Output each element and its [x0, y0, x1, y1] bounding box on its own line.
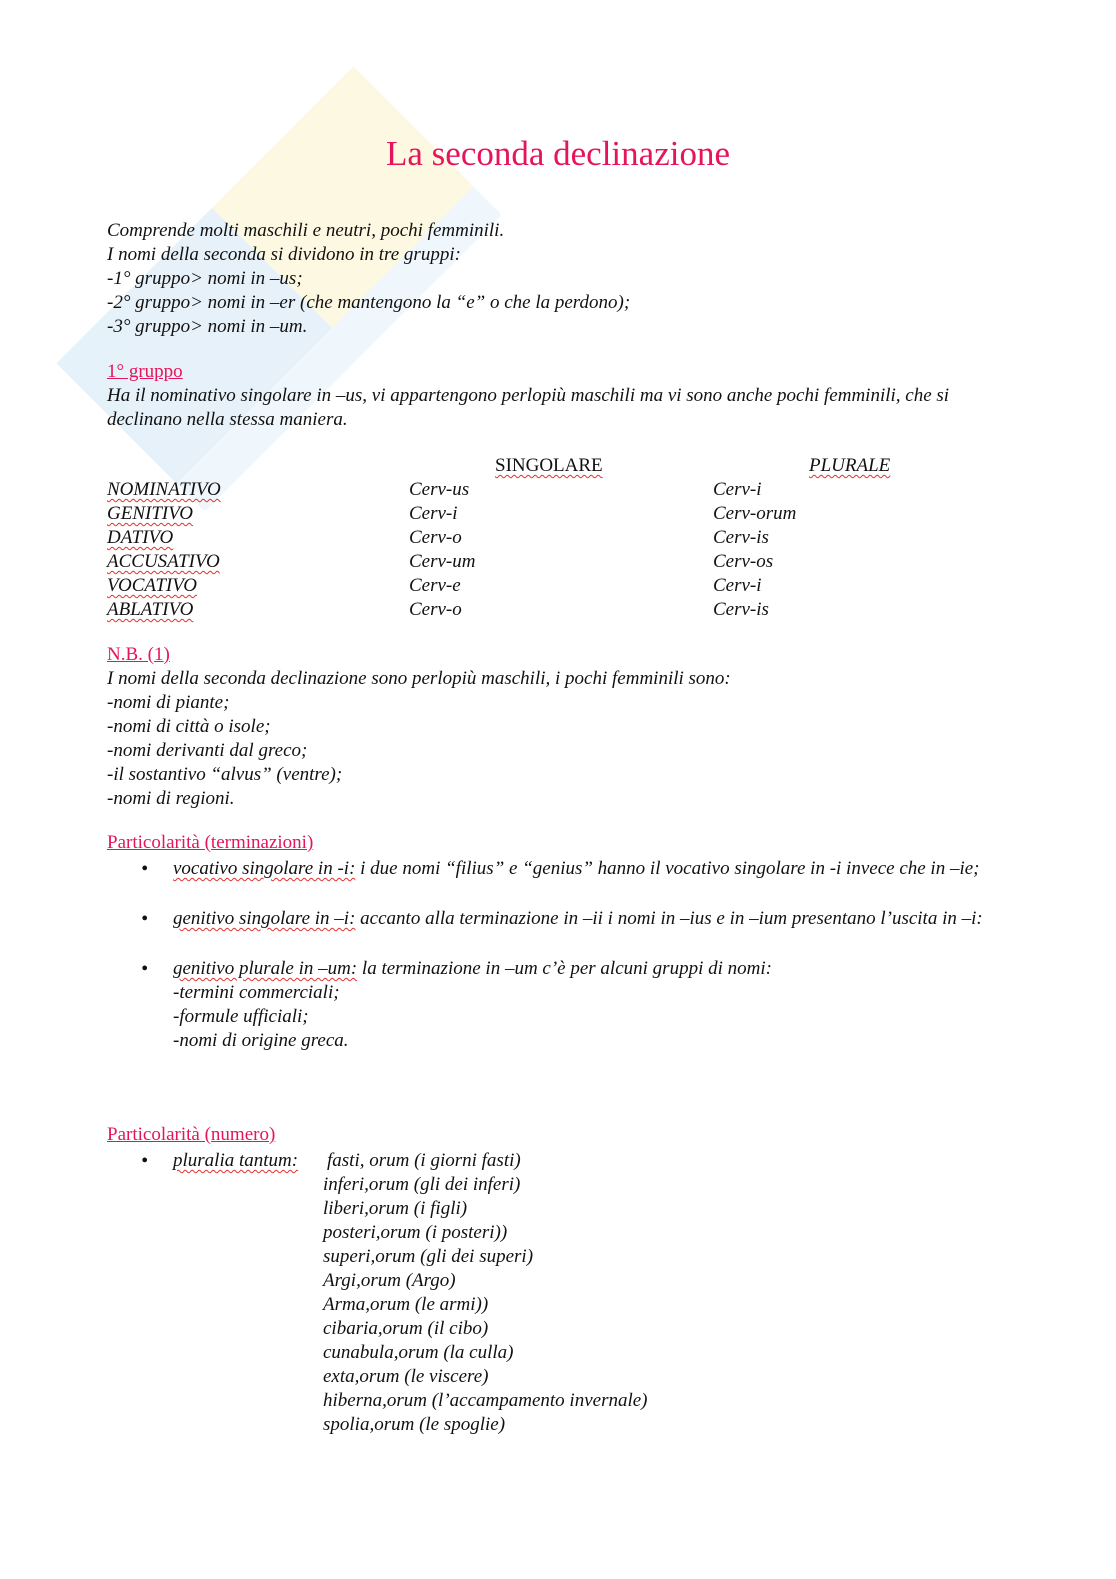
table-header-row: [107, 454, 1007, 478]
case-name: DATIVO: [107, 527, 174, 548]
nb-line: -il sostantivo “alvus” (ventre);: [107, 764, 343, 785]
list-item: cunabula,orum (la culla): [323, 1342, 514, 1363]
table-row: [107, 574, 1007, 598]
plural-form: Cerv-i: [713, 479, 762, 500]
list-item: exta,orum (le viscere): [323, 1366, 489, 1387]
list-item: [107, 957, 1007, 1053]
list-item: spolia,orum (le spoglie): [323, 1414, 506, 1435]
table-row: [107, 478, 1007, 502]
list-item: liberi,orum (i figli): [323, 1198, 468, 1219]
column-header-singular: SINGOLARE: [495, 455, 603, 476]
singular-form: Cerv-e: [409, 575, 461, 596]
singular-form: Cerv-i: [409, 503, 458, 524]
page-title: La seconda declinazione: [386, 134, 730, 173]
nb-line: -nomi di città o isole;: [107, 716, 271, 737]
intro-line: -2° gruppo> nomi in –er (che mantengono la “e” o che la perdono);: [107, 292, 631, 313]
intro-line: -3° gruppo> nomi in –um.: [107, 316, 308, 337]
intro-line: I nomi della seconda si dividono in tre gruppi:: [107, 244, 461, 265]
group1-heading: 1° gruppo: [107, 361, 183, 382]
intro-line: -1° gruppo> nomi in –us;: [107, 268, 303, 289]
item-label: genitivo singolare in –i:: [173, 908, 356, 929]
table-row: [107, 526, 1007, 550]
plural-form: Cerv-is: [713, 527, 769, 548]
nb-line: -nomi derivanti dal greco;: [107, 740, 308, 761]
list-item: [107, 857, 1007, 881]
plural-form: Cerv-is: [713, 599, 769, 620]
group1-section: [107, 360, 1007, 432]
list-item: superi,orum (gli dei superi): [323, 1246, 534, 1267]
nb-section: [107, 643, 1007, 811]
item-text: accanto alla terminazione in –ii i nomi in –ius e in –ium presentano l’uscita in –i:: [355, 908, 983, 929]
table-row: [107, 598, 1007, 622]
nb-heading: N.B. (1): [107, 644, 170, 665]
item-text: la terminazione in –um c’è per alcuni gruppi di nomi:: [357, 958, 772, 979]
list-item: [107, 907, 1007, 931]
sublist-item: -termini commerciali;: [173, 982, 340, 1003]
column-header-plural: PLURALE: [809, 455, 891, 476]
bullet-icon: •: [141, 908, 149, 930]
bullet-icon: •: [141, 1150, 149, 1172]
singular-form: Cerv-o: [409, 527, 462, 548]
list-item: Argi,orum (Argo): [323, 1270, 456, 1291]
intro-line: Comprende molti maschili e neutri, pochi femminili.: [107, 220, 505, 241]
numero-heading: Particolarità (numero): [107, 1124, 276, 1145]
pluralia-list: [323, 1149, 923, 1437]
case-name: ABLATIVO: [107, 599, 194, 620]
list-item: cibaria,orum (il cibo): [323, 1318, 489, 1339]
nb-line: -nomi di regioni.: [107, 788, 235, 809]
list-item: posteri,orum (i posteri)): [323, 1222, 508, 1243]
nb-line: -nomi di piante;: [107, 692, 230, 713]
bullet-icon: •: [141, 858, 149, 880]
plural-form: Cerv-os: [713, 551, 774, 572]
item-label: pluralia tantum:: [173, 1150, 299, 1171]
terminazioni-heading: Particolarità (terminazioni): [107, 832, 314, 853]
plural-form: Cerv-orum: [713, 503, 797, 524]
singular-form: Cerv-us: [409, 479, 470, 500]
table-row: [107, 502, 1007, 526]
plural-form: Cerv-i: [713, 575, 762, 596]
list-item: Arma,orum (le armi)): [323, 1294, 489, 1315]
declension-table: [107, 454, 1007, 622]
case-name: VOCATIVO: [107, 575, 197, 596]
item-label: genitivo plurale in –um:: [173, 958, 358, 979]
terminazioni-section: [107, 831, 1007, 1053]
list-item: inferi,orum (gli dei inferi): [323, 1174, 521, 1195]
case-name: ACCUSATIVO: [107, 551, 220, 572]
list-item: hiberna,orum (l’accampamento invernale): [323, 1390, 648, 1411]
case-name: GENITIVO: [107, 503, 193, 524]
intro-section: [107, 219, 1007, 339]
nb-line: I nomi della seconda declinazione sono perlopiù maschili, i pochi femminili sono:: [107, 668, 731, 689]
item-text: i due nomi “filius” e “genius” hanno il vocativo singolare in -i invece che in –ie;: [355, 858, 980, 879]
list-item: fasti, orum (i giorni fasti): [327, 1150, 521, 1171]
bullet-icon: •: [141, 958, 149, 980]
group1-text: Ha il nominativo singolare in –us, vi appartengono perlopiù maschili ma vi sono anche pochi femminili, che si declinano nella stessa maniera.: [107, 385, 950, 430]
singular-form: Cerv-o: [409, 599, 462, 620]
table-row: [107, 550, 1007, 574]
sublist-item: -nomi di origine greca.: [173, 1030, 349, 1051]
case-name: NOMINATIVO: [107, 479, 221, 500]
item-label: vocativo singolare in -i:: [173, 858, 356, 879]
sublist-item: -formule ufficiali;: [173, 1006, 309, 1027]
singular-form: Cerv-um: [409, 551, 476, 572]
